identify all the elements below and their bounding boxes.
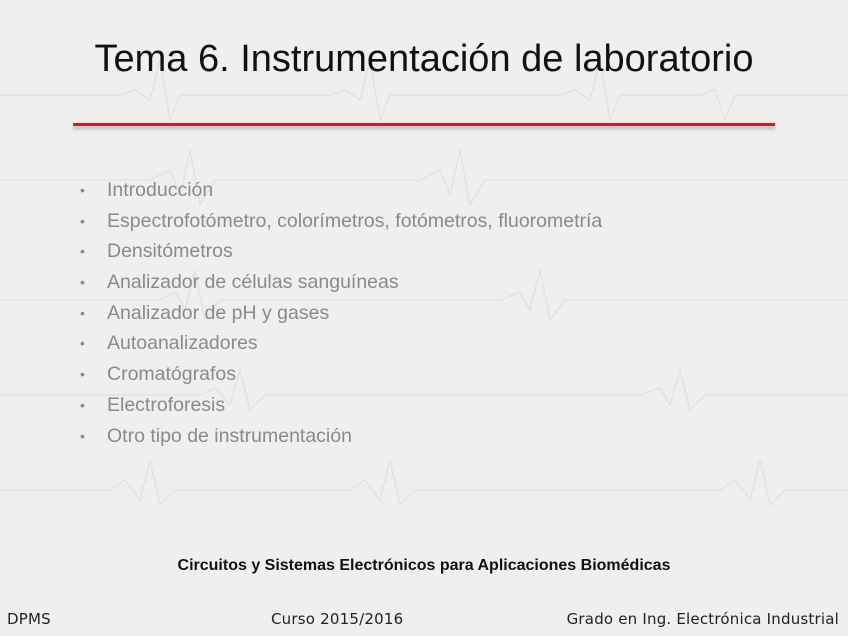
footer-degree: Grado en Ing. Electrónica Industrial bbox=[566, 610, 839, 628]
list-item-text: Otro tipo de instrumentación bbox=[107, 424, 352, 447]
bullet-icon: • bbox=[80, 396, 85, 413]
list-item-text: Introducción bbox=[107, 179, 214, 201]
title-divider bbox=[73, 123, 775, 126]
course-name: Circuitos y Sistemas Electrónicos para Aplicaciones Biomédicas bbox=[177, 557, 671, 574]
list-item bbox=[80, 298, 602, 329]
bullet-icon: • bbox=[80, 304, 85, 321]
footer-department: DPMS bbox=[7, 610, 51, 628]
list-item bbox=[80, 328, 602, 359]
list-item bbox=[80, 390, 602, 421]
list-item bbox=[80, 267, 602, 298]
list-item-text: Autoanalizadores bbox=[107, 332, 258, 355]
list-item-text: Cromatógrafos bbox=[107, 363, 236, 386]
bullet-icon: • bbox=[80, 335, 85, 352]
list-item bbox=[80, 175, 602, 206]
list-item-text: Espectrofotómetro, colorímetros, fotómetros, fluorometría bbox=[107, 209, 603, 232]
topic-list bbox=[80, 175, 602, 451]
list-item-text: Analizador de células sanguíneas bbox=[107, 271, 399, 294]
bullet-icon: • bbox=[80, 212, 85, 229]
list-item-text: Analizador de pH y gases bbox=[107, 301, 330, 324]
footer-academic-year: Curso 2015/2016 bbox=[271, 610, 404, 628]
bullet-icon: • bbox=[80, 182, 85, 198]
list-item bbox=[80, 206, 602, 237]
slide-title: Tema 6. Instrumentación de laboratorio bbox=[94, 38, 754, 80]
list-item bbox=[80, 359, 602, 390]
bullet-icon: • bbox=[80, 243, 85, 260]
list-item-text: Densitómetros bbox=[107, 240, 233, 263]
bullet-icon: • bbox=[80, 274, 85, 291]
list-item bbox=[80, 236, 602, 267]
bullet-icon: • bbox=[80, 427, 85, 444]
bullet-icon: • bbox=[80, 366, 85, 383]
list-item-text: Electroforesis bbox=[107, 393, 226, 416]
list-item bbox=[80, 421, 602, 452]
